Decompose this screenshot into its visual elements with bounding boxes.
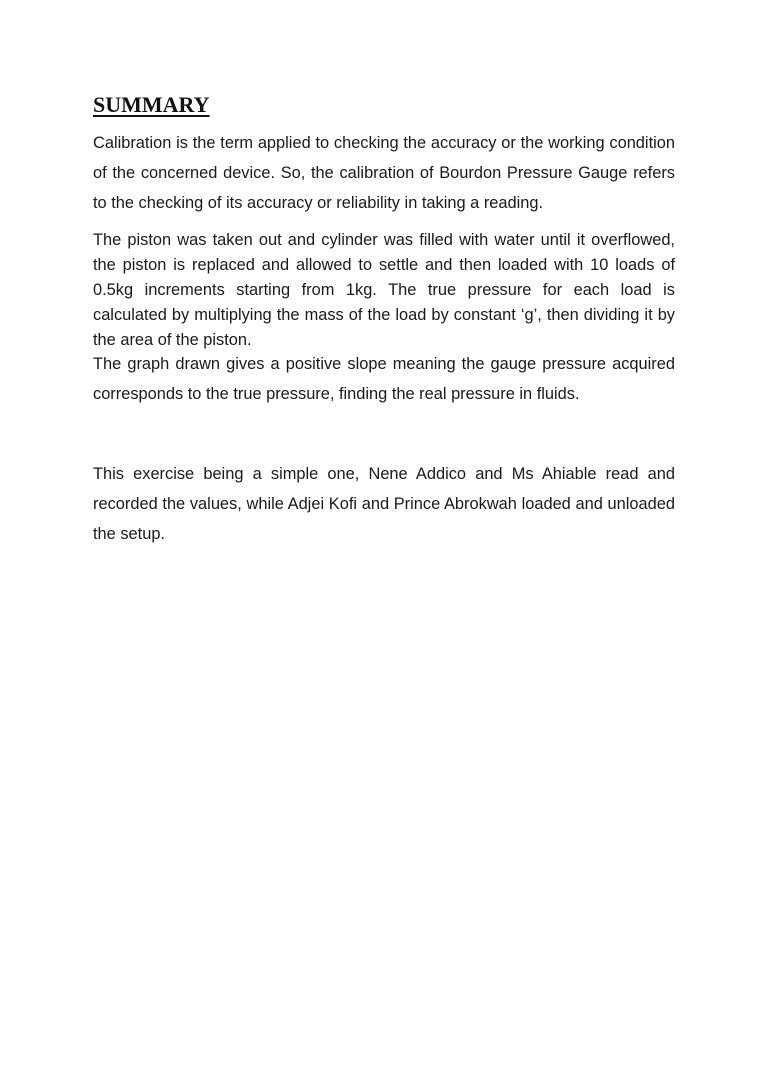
calibration-paragraph: Calibration is the term applied to checking the accuracy or the working condition of the concerned device. So, the calibration of Bourdon Pressure Gauge refers to the checking of its accuracy or reliability in taking a reading. xyxy=(93,134,675,213)
graph-paragraph: The graph drawn gives a positive slope meaning the gauge pressure acquired corresponds to the true pressure, finding the real pressure in fluids. xyxy=(93,355,675,404)
procedure-paragraph: The piston was taken out and cylinder was filled with water until it overflowed, the piston is replaced and allowed to settle and then loaded with 10 loads of 0.5kg increments starting from 1kg. The true pressure for each load is calculated by multiplying the mass of the load by constant ‘g’, then dividing it by the area of the piston. xyxy=(93,231,675,350)
document-body xyxy=(93,92,675,549)
roles-paragraph: This exercise being a simple one, Nene Addico and Ms Ahiable read and recorded the values, while Adjei Kofi and Prince Abrokwah loaded and unloaded the setup. xyxy=(93,465,675,544)
summary-heading: SUMMARY xyxy=(93,92,210,117)
